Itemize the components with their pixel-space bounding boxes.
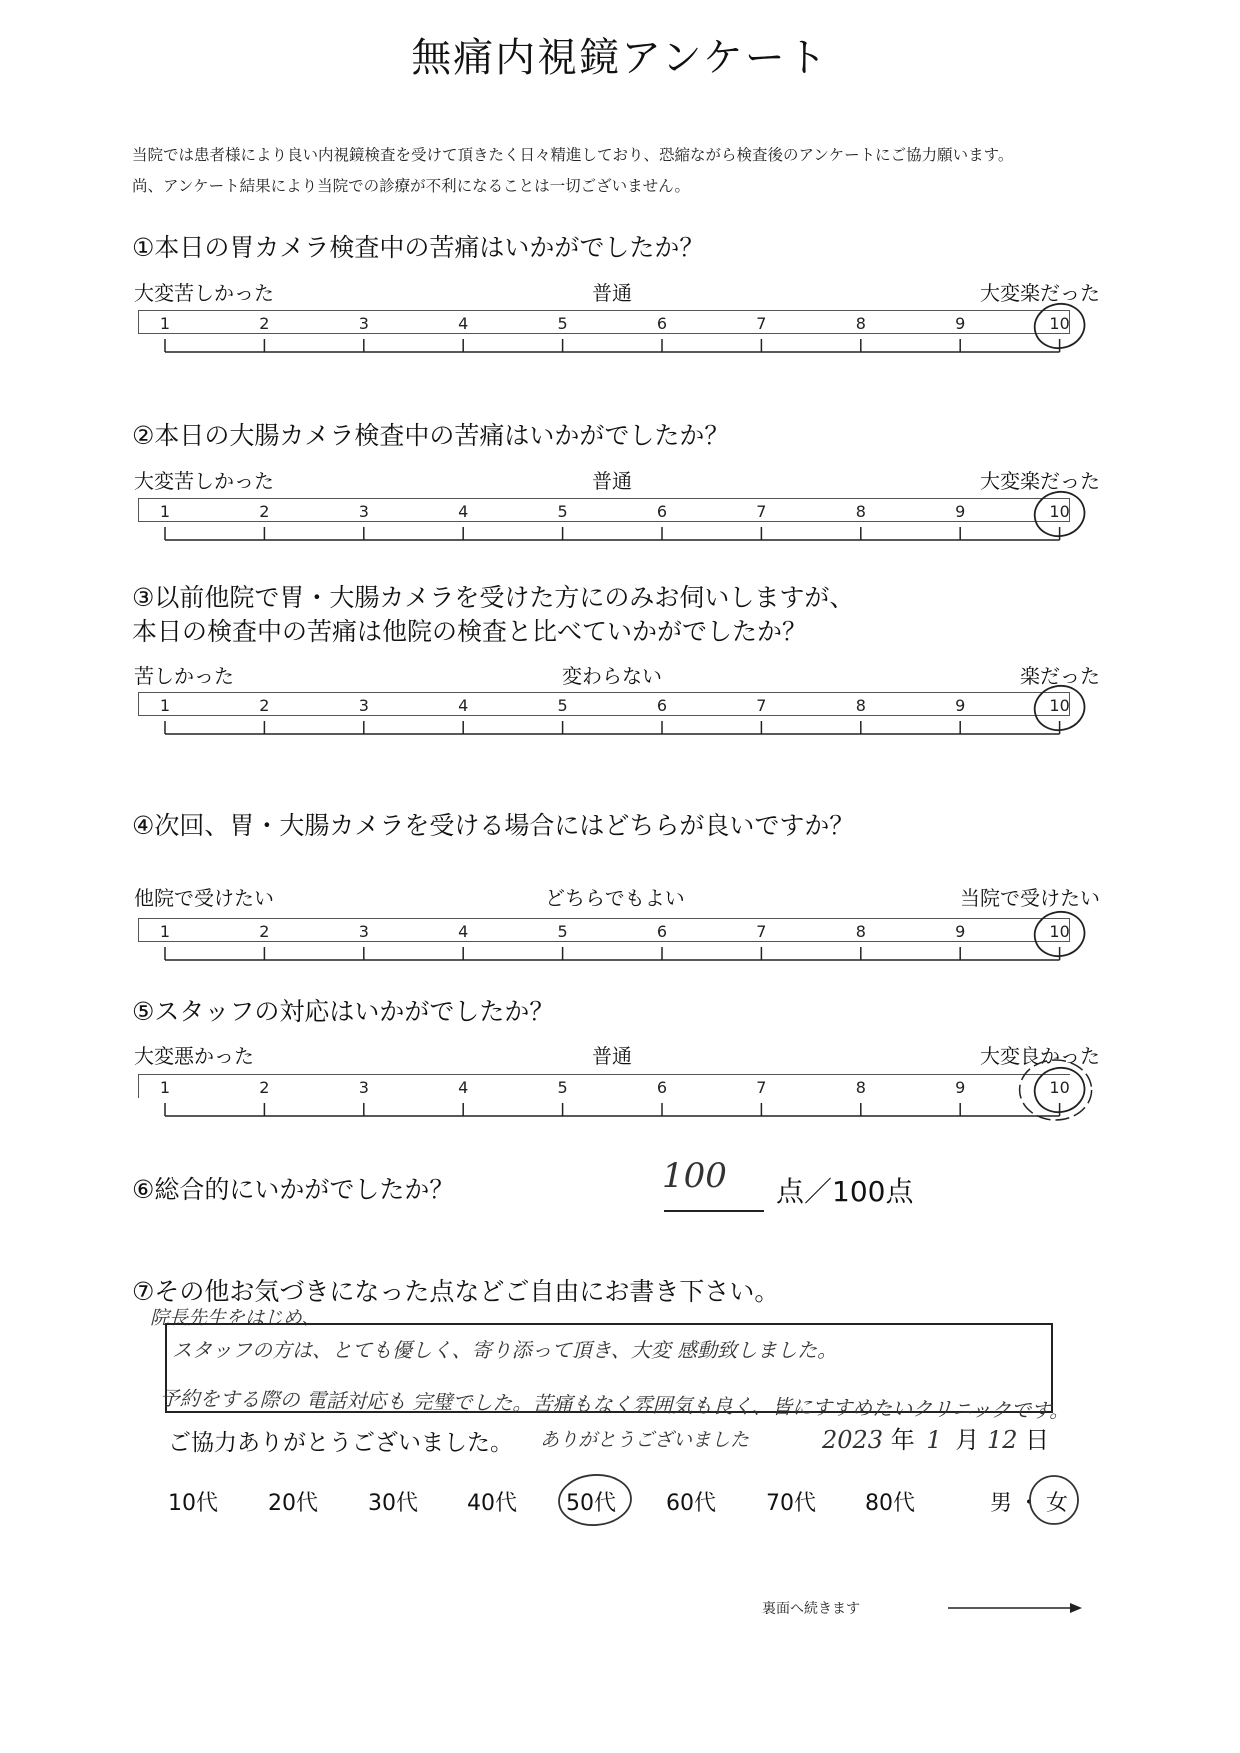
age-option-70s[interactable]: 70代 [766,1491,816,1516]
scale-number[interactable]: 9 [955,502,966,521]
q6-score-suffix: 点／100点 [776,1175,914,1208]
question-1: ①本日の胃カメラ検査中の苦痛はいかがでしたか？ [132,233,705,262]
scale-number[interactable]: 4 [458,502,469,521]
q6-score-underline [664,1210,764,1212]
question-2: ②本日の大腸カメラ検査中の苦痛はいかがでしたか？ [132,421,730,450]
scale-number[interactable]: 8 [855,922,866,941]
gender-option-female[interactable]: 女 [1046,1491,1069,1516]
scale-number[interactable]: 10 [1049,502,1070,521]
date-field[interactable] [822,1420,1049,1455]
q5-label-middle: 普通 [592,1044,632,1068]
scale-number[interactable]: 3 [358,1078,369,1097]
scale-number[interactable]: 7 [756,314,767,333]
scale-number[interactable]: 5 [557,502,568,521]
gender-option-male[interactable]: 男 [990,1491,1013,1516]
date-month-label: 月 [955,1426,980,1454]
q5-label-right: 大変良かった [980,1044,1100,1068]
date-year-value[interactable]: 2023 [822,1426,884,1454]
date-year-label: 年 [890,1426,915,1454]
scale-number[interactable]: 8 [855,502,866,521]
scale-number[interactable]: 5 [557,314,568,333]
q3-label-right: 楽だった [1020,664,1100,688]
scale-number[interactable]: 10 [1049,314,1070,333]
age-option-80s[interactable]: 80代 [865,1491,915,1516]
scale-number[interactable]: 8 [855,696,866,715]
q2-label-right: 大変楽だった [980,469,1100,493]
scale-number[interactable]: 7 [756,922,767,941]
scale-number[interactable]: 10 [1049,1078,1070,1097]
scale-number[interactable]: 6 [656,696,668,715]
gender-selected-circle [1026,1472,1082,1528]
continue-text: 裏面へ続きます [762,1601,860,1617]
intro-line-1: 当院では患者様により良い内視鏡検査を受けて頂きたく日々精進しており、恐縮ながら検査後のアンケートにご協力願います。 [132,146,1014,164]
q2-label-left: 大変苦しかった [134,469,274,493]
continue-arrow-icon [948,1600,1083,1616]
scale-number[interactable]: 9 [955,922,966,941]
scale-number[interactable]: 10 [1049,696,1070,715]
q6-score-handwritten[interactable]: 100 [662,1156,727,1196]
scale-number[interactable]: 2 [259,696,270,715]
scale-number[interactable]: 5 [557,922,568,941]
question-6: ⑥総合的にいかがでしたか？ [132,1175,455,1204]
scale-number[interactable]: 7 [756,696,767,715]
question-3-line-1: ③以前他院で胃・大腸カメラを受けた方にのみお伺いしますが、 [132,583,855,612]
scale-number[interactable]: 8 [855,314,866,333]
q3-label-middle: 変わらない [562,664,662,688]
thanks-handwritten[interactable]: ありがとうございました [540,1429,750,1451]
scale-number[interactable]: 4 [458,922,469,941]
q2-label-middle: 普通 [592,469,632,493]
scale-number[interactable]: 7 [756,502,767,521]
scale-number[interactable]: 9 [955,696,966,715]
scale-number[interactable]: 4 [458,696,469,715]
scale-number[interactable]: 5 [557,696,568,715]
scale-number[interactable]: 6 [656,502,668,521]
scale-number[interactable]: 9 [955,1078,966,1097]
scale-number[interactable]: 3 [358,696,369,715]
question-7: ⑦その他お気づきになった点などご自由にお書き下さい。 [132,1277,780,1306]
scale-number[interactable]: 3 [358,502,369,521]
intro-line-2: 尚、アンケート結果により当院での診療が不利になることは一切ございません。 [132,177,691,195]
q4-label-left: 他院で受けたい [134,886,274,910]
date-month-value[interactable]: 1 [926,1426,942,1454]
scale-number[interactable]: 5 [557,1078,568,1097]
q4-label-right: 当院で受けたい [960,886,1100,910]
age-option-10s[interactable]: 10代 [168,1491,218,1516]
scale-number[interactable]: 2 [259,1078,270,1097]
scale-number[interactable]: 2 [259,922,270,941]
thanks-text: ご協力ありがとうございました。 [168,1430,513,1456]
question-5: ⑤スタッフの対応はいかがでしたか？ [132,997,555,1026]
scale-number[interactable]: 1 [159,314,171,333]
scale-number[interactable]: 6 [656,1078,668,1097]
scale-number[interactable]: 1 [159,1078,171,1097]
age-option-20s[interactable]: 20代 [268,1491,318,1516]
gender-separator: ・ [1018,1491,1041,1516]
q3-label-left: 苦しかった [134,664,234,688]
scale-number[interactable]: 10 [1049,922,1070,941]
scale-number[interactable]: 1 [159,696,171,715]
scale-number[interactable]: 4 [458,1078,469,1097]
q1-label-left: 大変苦しかった [134,281,274,305]
age-option-30s[interactable]: 30代 [368,1491,418,1516]
scale-number[interactable]: 3 [358,314,369,333]
scale-number[interactable]: 8 [855,1078,866,1097]
scale-number[interactable]: 3 [358,922,369,941]
scale-number[interactable]: 7 [756,1078,767,1097]
scale-number[interactable]: 9 [955,314,966,333]
q7-comment-line-0[interactable]: 院長先生をはじめ、 [150,1307,321,1329]
date-day-value[interactable]: 12 [986,1426,1018,1454]
q1-label-middle: 普通 [592,281,632,305]
scale-number[interactable]: 2 [259,314,270,333]
q5-label-left: 大変悪かった [134,1044,254,1068]
question-3-line-2: 本日の検査中の苦痛は他院の検査と比べていかがでしたか？ [132,617,808,646]
scale-number[interactable]: 4 [458,314,469,333]
date-day-label: 日 [1025,1426,1050,1454]
age-selected-circle [555,1472,635,1528]
scale-number[interactable]: 1 [159,502,171,521]
q7-comment-line-2[interactable]: 予約をする際の 電話対応も 完璧でした。苦痛もなく雰囲気も良く、皆にすすめたいクリニックです。 [159,1385,1070,1423]
q7-comment-line-1[interactable]: スタッフの方は、とても優しく、寄り添って頂き、大変 感動致しました。 [172,1338,838,1362]
q1-label-right: 大変楽だった [980,281,1100,305]
scale-number[interactable]: 2 [259,502,270,521]
scale-number[interactable]: 1 [159,922,171,941]
page-title: 無痛内視鏡アンケート [411,35,829,81]
question-4: ④次回、胃・大腸カメラを受ける場合にはどちらが良いですか？ [132,811,855,840]
q4-label-middle: どちらでもよい [545,886,685,910]
scale-number[interactable]: 6 [656,314,668,333]
age-option-40s[interactable]: 40代 [467,1491,517,1516]
age-option-60s[interactable]: 60代 [666,1491,716,1516]
age-option-50s[interactable]: 50代 [566,1491,616,1516]
scale-number[interactable]: 6 [656,922,668,941]
